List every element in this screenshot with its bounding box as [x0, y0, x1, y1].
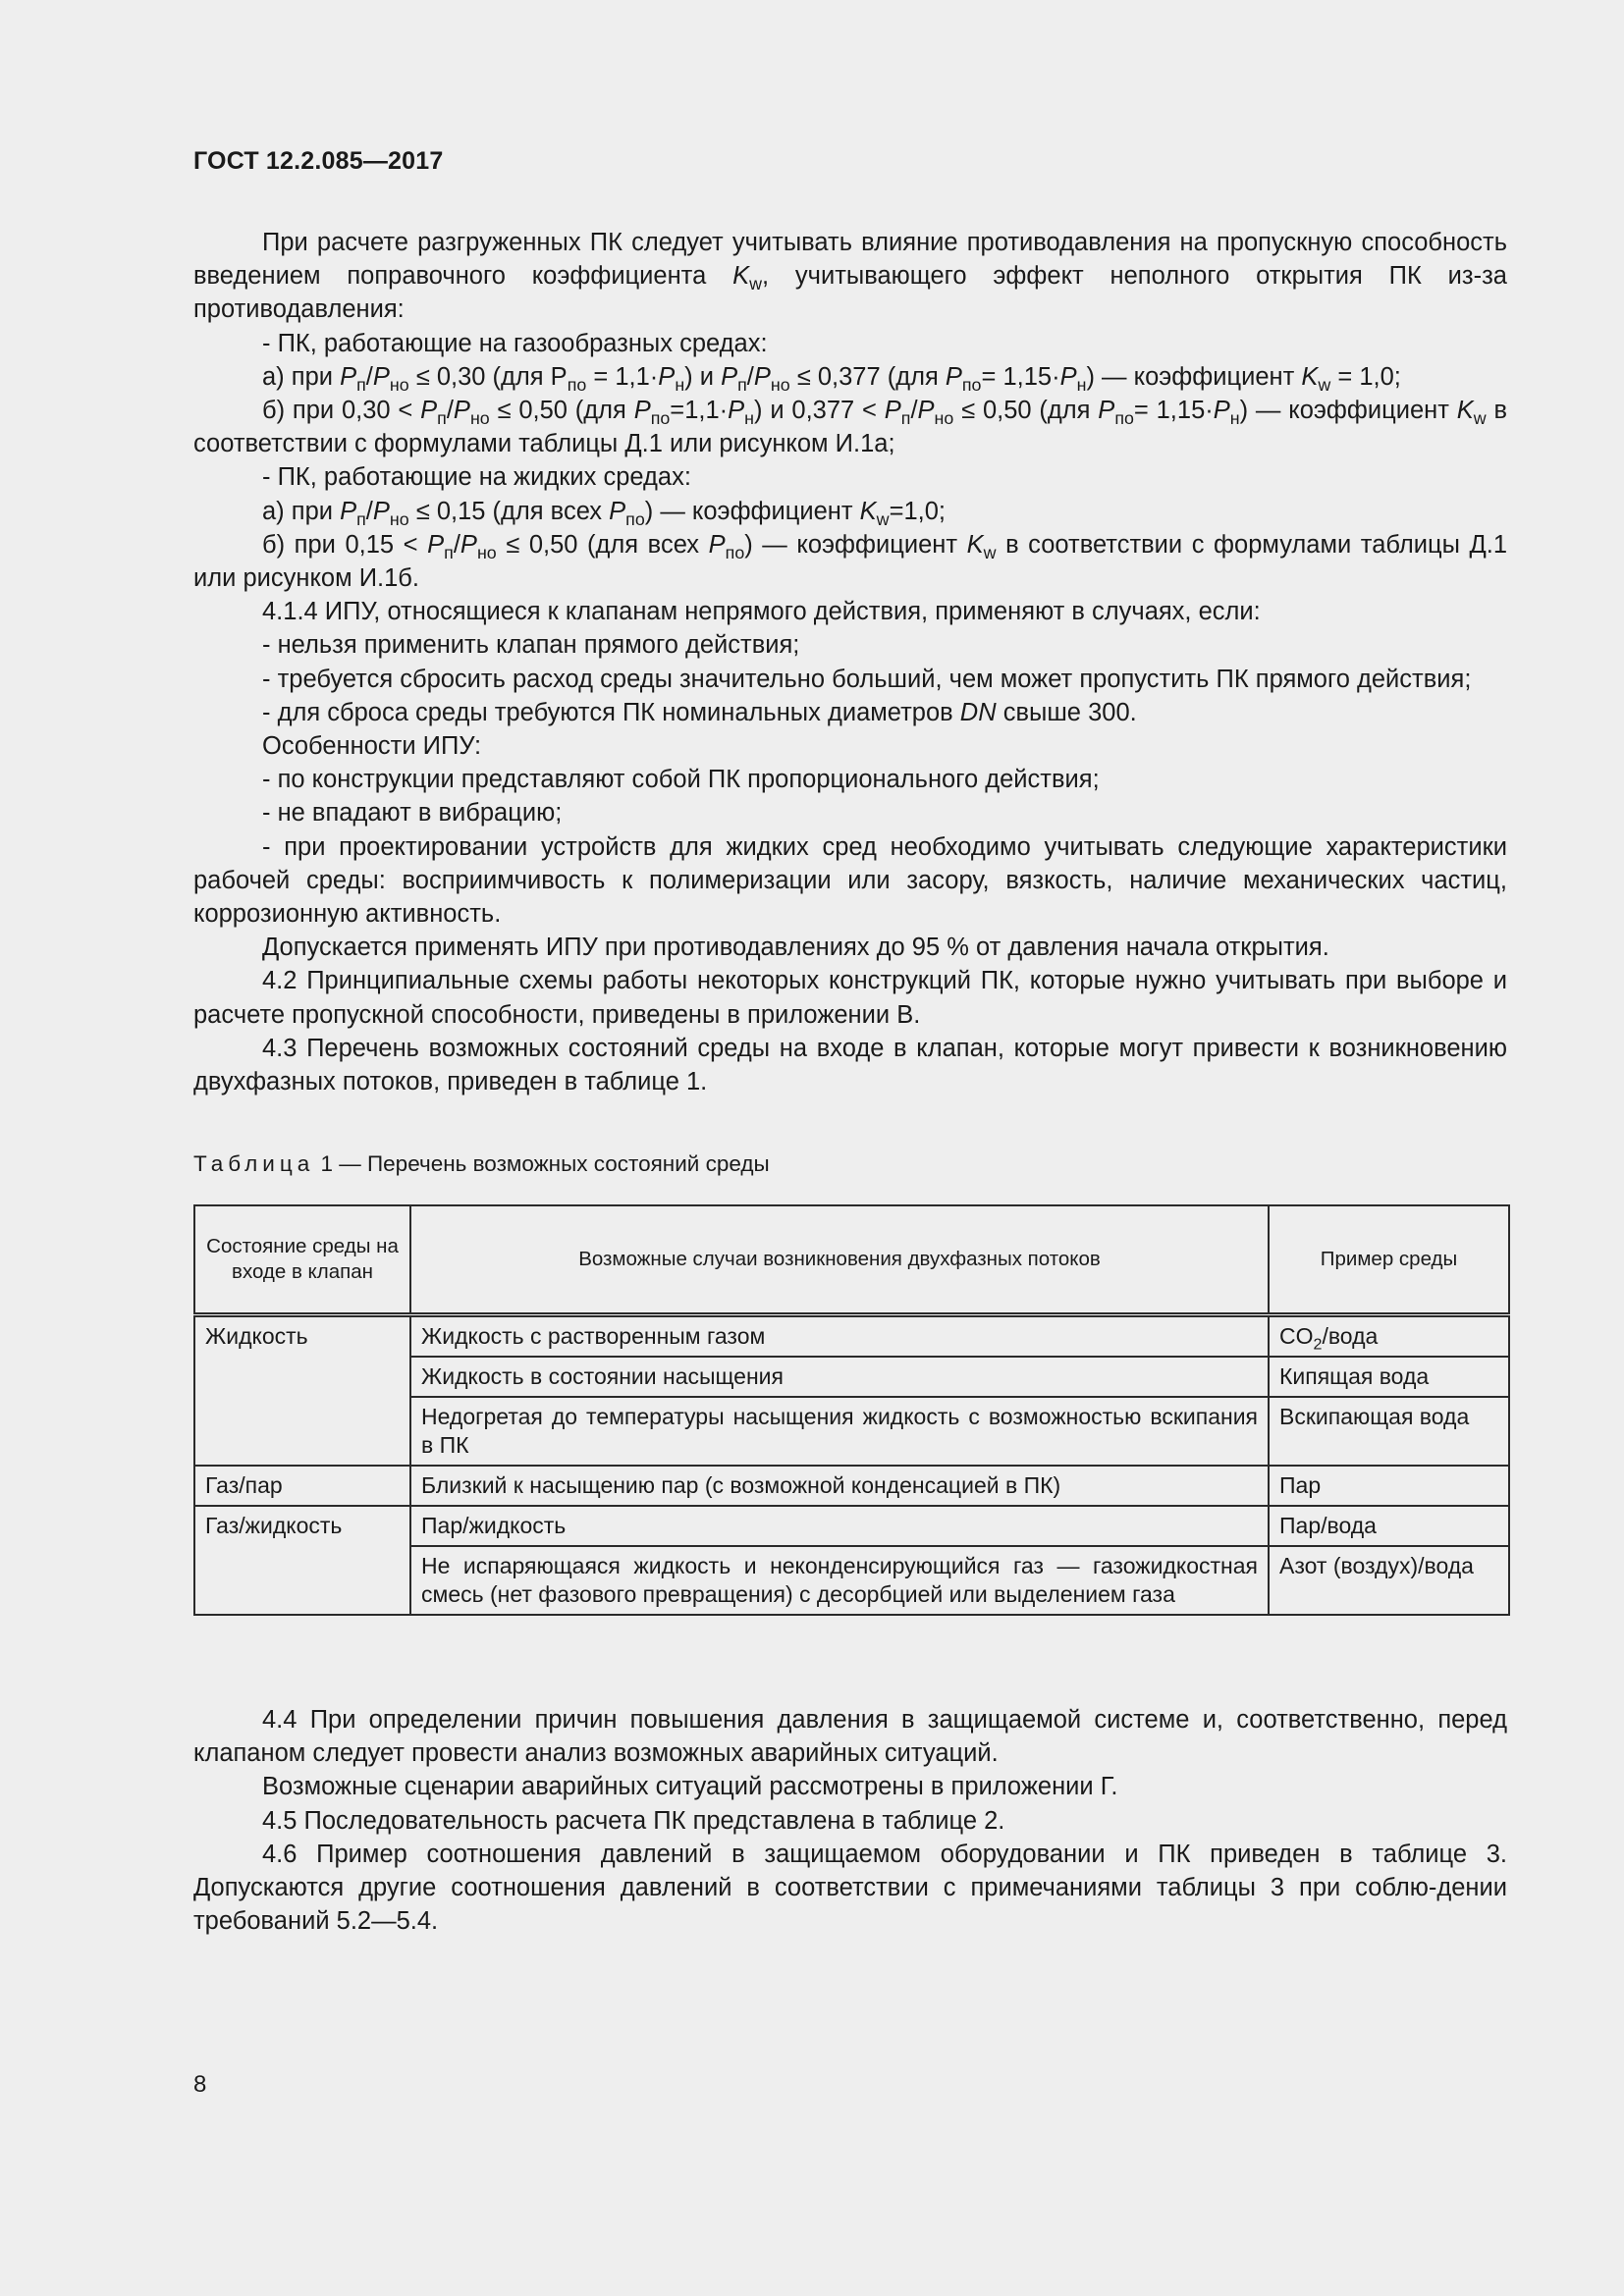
- paragraph: - не впадают в вибрацию;: [262, 799, 563, 828]
- paragraph: б) при $0,30 < P_п/P_{но} \le 0,50$ (для $P_{по}=1,1\cdot P_н$) и $0,377 < P_п/P_{но} \le 0,50$ (для $P_{по}= 1,15\cdot P_н$) — коэффициент $K_w$ в соответствии с формулами таблицы Д.1 или рисунком И.1а;: [193, 397, 1507, 458]
- paragraph: 4.3 Перечень возможных состояний среды на входе в клапан, которые могут привести к возникновению двухфазных потоков, приведен в таблице 1.: [193, 1034, 1507, 1096]
- after-table-text: [193, 1703, 1507, 1938]
- paragraph: 4.2 Принципиальные схемы работы некоторых конструкций ПК, которые нужно учитывать при выборе и расчете пропускной способности, приведены в приложении В.: [193, 967, 1507, 1029]
- paragraph: - ПК, работающие на жидких средах:: [262, 463, 691, 492]
- case-cell: Недогретая до температуры насыщения жидкость с возможностью вскипания в ПК: [410, 1397, 1269, 1466]
- example-cell: Кипящая вода: [1269, 1357, 1509, 1397]
- page-number: 8: [193, 2071, 207, 2098]
- paragraph: 4.5 Последовательность расчета ПК представлена в таблице 2.: [262, 1806, 1005, 1835]
- case-cell: Пар/жидкость: [410, 1506, 1269, 1546]
- header-example: Пример среды: [1269, 1205, 1509, 1315]
- case-cell: Близкий к насыщению пар (с возможной конденсацией в ПК): [410, 1466, 1269, 1506]
- paragraph: а) при $P_п/P_{но} \le 0,15$ (для всех $P_{по}$) — коэффициент $K_w=1,0$;: [262, 497, 946, 529]
- table-row: [194, 1315, 1509, 1358]
- paragraph: Допускается применять ИПУ при противодавлениях до 95 % от давления начала открытия.: [262, 934, 1329, 962]
- paragraph: б) при $0,15 < P_п/P_{но} \le 0,50$ (для всех $P_{по}$) — коэффициент $K_w$ в соответствии с формулами таблицы Д.1 или рисунком И.1б.: [193, 530, 1507, 593]
- header-state: Состояние среды на входе в клапан: [194, 1205, 410, 1315]
- example-cell: Пар/вода: [1269, 1506, 1509, 1546]
- table-caption-label: Таблица: [193, 1151, 315, 1176]
- case-cell: Жидкость в состоянии насыщения: [410, 1357, 1269, 1397]
- example-cell: Пар: [1269, 1466, 1509, 1506]
- paragraph: - ПК, работающие на газообразных средах:: [262, 329, 768, 357]
- example-cell: Вскипающая вода: [1269, 1397, 1509, 1466]
- media-states-table: [193, 1204, 1510, 1616]
- table-row: [194, 1506, 1509, 1546]
- paragraph: 4.1.4 ИПУ, относящиеся к клапанам непрямого действия, применяют в случаях, если:: [262, 598, 1261, 626]
- paragraph: Особенности ИПУ:: [262, 732, 482, 761]
- paragraph: а) при $P_п/P_{но} \le 0,30$ (для $Р_{по} = 1,1\cdot P_н$) и $P_п/P_{но} \le 0,377$ (для $P_{по}= 1,15\cdot P_н$) — коэффициент $K_w = 1,0$;: [262, 362, 1401, 396]
- paragraph: - нельзя применить клапан прямого действия;: [262, 631, 800, 660]
- example-cell: $CO_2$/вода: [1269, 1315, 1509, 1358]
- paragraph: 4.4 При определении причин повышения давления в защищаемой системе и, соответственно, перед клапаном следует провести анализ возможных аварийных ситуаций.: [193, 1706, 1507, 1768]
- table-header-row: [194, 1205, 1509, 1315]
- paragraph: - при проектировании устройств для жидких сред необходимо учитывать следующие характеристики рабочей среды: восприимчивость к полимеризации или засору, вязкость, наличие механических частиц, коррозионную активность.: [193, 832, 1507, 929]
- paragraph: - для сброса среды требуются ПК номинальных диаметров DN свыше 300.: [262, 698, 1137, 726]
- state-cell: Жидкость: [194, 1315, 410, 1467]
- header-cases: Возможные случаи возникновения двухфазных потоков: [410, 1205, 1269, 1315]
- body-text: [193, 226, 1507, 1098]
- case-cell: Не испаряющаяся жидкость и неконденсирующийся газ — газожидкостная смесь (нет фазового превращения) с десорбцией или выделением газа: [410, 1546, 1269, 1615]
- paragraph: 4.6 Пример соотношения давлений в защищаемом оборудовании и ПК приведен в таблице 3. Допускаются другие соотношения давлений в соответствии с примечаниями таблицы 3 при соблю-дении требований 5.2—5.4.: [193, 1840, 1507, 1936]
- state-cell: Газ/жидкость: [194, 1506, 410, 1615]
- table-row: [194, 1466, 1509, 1506]
- state-cell: Газ/пар: [194, 1466, 410, 1506]
- document-header: ГОСТ 12.2.085—2017: [193, 147, 444, 175]
- case-cell: Жидкость с растворенным газом: [410, 1315, 1269, 1358]
- table-caption: [193, 1151, 770, 1177]
- paragraph: - требуется сбросить расход среды значительно больший, чем может пропустить ПК прямого действия;: [262, 665, 1472, 693]
- paragraph: - по конструкции представляют собой ПК пропорционального действия;: [262, 766, 1100, 794]
- example-cell: Азот (воздух)/вода: [1269, 1546, 1509, 1615]
- paragraph: Возможные сценарии аварийных ситуаций рассмотрены в приложении Г.: [262, 1773, 1118, 1801]
- paragraph: При расчете разгруженных ПК следует учитывать влияние противодавления на пропускную способность введением поправочного коэффициента $K_w$, учитывающего эффект неполного открытия ПК из-за противодавления:: [193, 229, 1507, 324]
- table-caption-title: 1 — Перечень возможных состояний среды: [314, 1151, 770, 1176]
